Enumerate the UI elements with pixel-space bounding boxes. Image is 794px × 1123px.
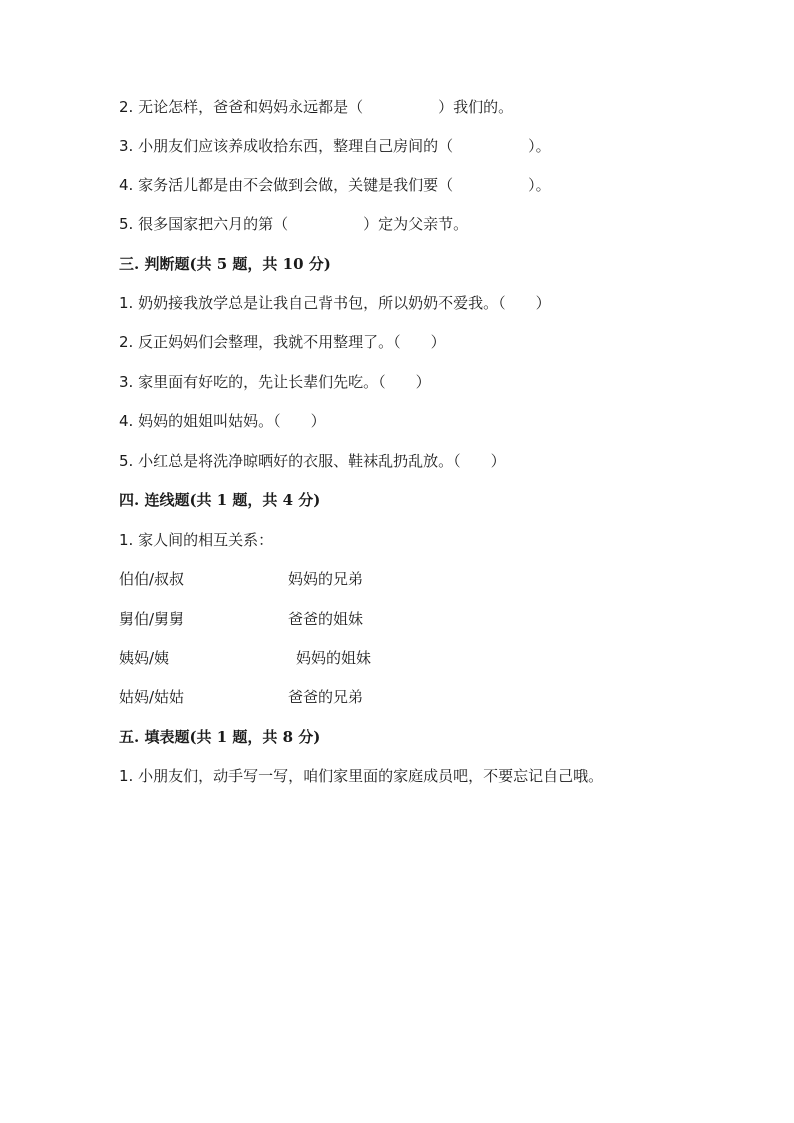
matching-left-item-1: 伯伯/叔叔 [119, 570, 185, 588]
matching-right-item-1: 妈妈的兄弟 [288, 570, 364, 588]
matching-left-item-3: 姨妈/姨 [119, 649, 170, 667]
matching-right-item-2: 爸爸的姐妹 [288, 610, 364, 628]
matching-left-item-2: 舅伯/舅舅 [119, 610, 185, 628]
table-question-1: 1. 小朋友们，动手写一写，咱们家里面的家庭成员吧，不要忘记自己哦。 [119, 767, 604, 785]
fill-in-question-2: 2. 无论怎样，爸爸和妈妈永远都是（ ）我们的。 [119, 98, 514, 116]
matching-section-heading: 四. 连线题(共 1 题，共 4 分) [119, 491, 321, 509]
true-false-question-1: 1. 奶奶接我放学总是让我自己背书包，所以奶奶不爱我。（ ） [119, 294, 551, 312]
true-false-question-2: 2. 反正妈妈们会整理，我就不用整理了。（ ） [119, 333, 446, 351]
true-false-question-5: 5. 小红总是将洗净晾晒好的衣服、鞋袜乱扔乱放。（ ） [119, 452, 506, 470]
true-false-question-3: 3. 家里面有好吃的，先让长辈们先吃。（ ） [119, 373, 431, 391]
matching-question-1: 1. 家人间的相互关系： [119, 531, 274, 549]
true-false-question-4: 4. 妈妈的姐姐叫姑妈。（ ） [119, 412, 326, 430]
table-section-heading: 五. 填表题(共 1 题，共 8 分) [119, 728, 321, 746]
matching-right-item-4: 爸爸的兄弟 [288, 688, 364, 706]
fill-in-question-4: 4. 家务活儿都是由不会做到会做，关键是我们要（ ）。 [119, 176, 551, 194]
fill-in-question-5: 5. 很多国家把六月的第（ ）定为父亲节。 [119, 215, 469, 233]
matching-right-item-3: 妈妈的姐妹 [296, 649, 372, 667]
true-false-section-heading: 三. 判断题(共 5 题，共 10 分) [119, 255, 331, 273]
fill-in-question-3: 3. 小朋友们应该养成收拾东西，整理自己房间的（ ）。 [119, 137, 551, 155]
matching-left-item-4: 姑妈/姑姑 [119, 688, 185, 706]
